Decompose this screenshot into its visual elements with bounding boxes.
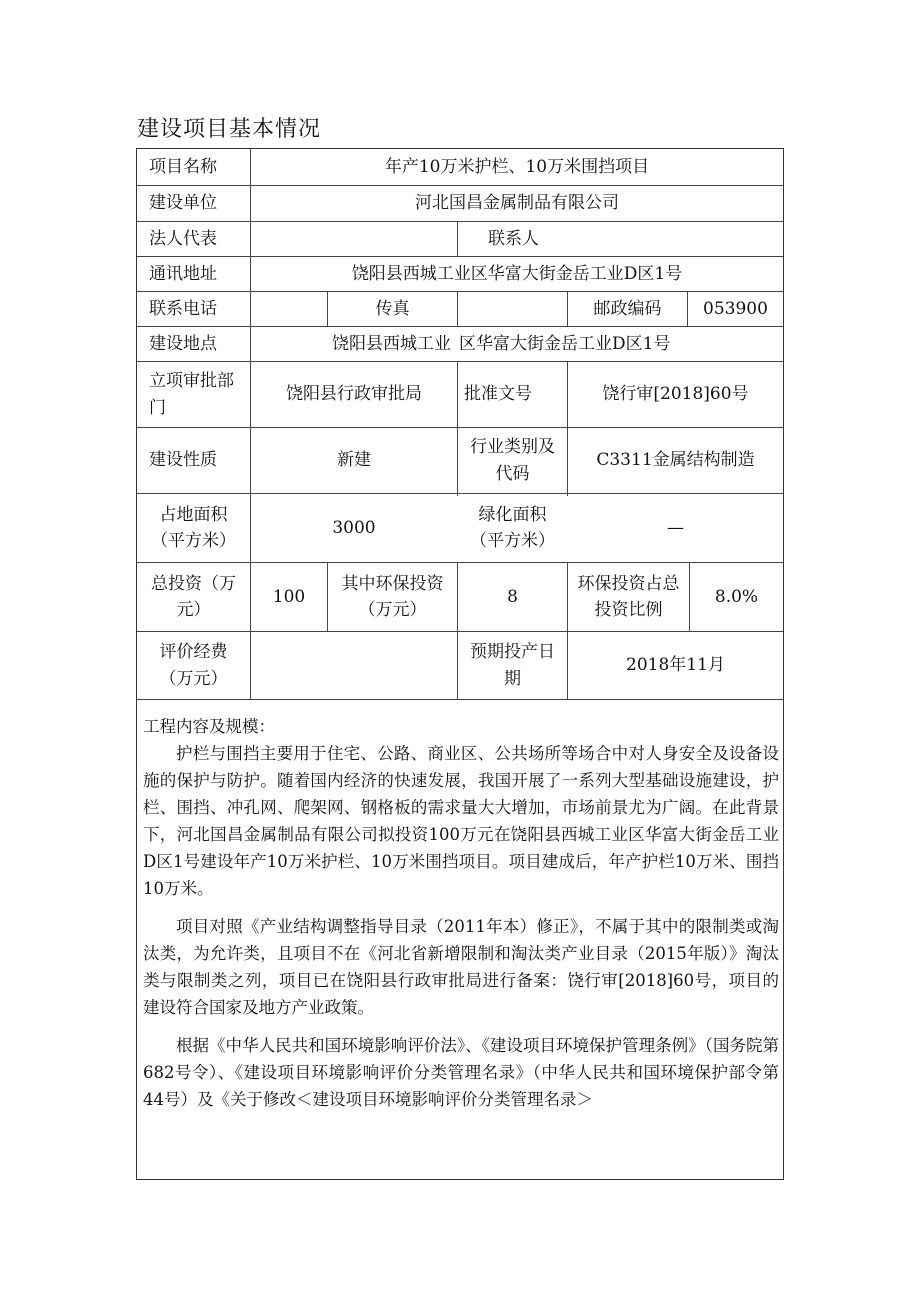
production-date-label-line1: 预期投产日 <box>470 642 555 663</box>
env-ratio-label <box>568 563 689 631</box>
project-info-table <box>136 148 784 1180</box>
page-title: 建设项目基本情况 <box>137 117 322 142</box>
production-date-value: 2018年11月 <box>626 655 725 676</box>
address-label: 通讯地址 <box>149 263 217 284</box>
green-area-value: — <box>667 517 684 538</box>
green-area-label-line1: 绿化面积 <box>478 504 547 525</box>
site-value-part-2: 区华富大街金岳工业D区1号 <box>459 333 671 354</box>
site-label: 建设地点 <box>149 333 217 354</box>
content-heading: 工程内容及规模： <box>143 717 275 736</box>
evaluation-fee-label-line2: （万元） <box>159 668 228 689</box>
project-content-section <box>137 713 783 1124</box>
industry-label-line1: 行业类别及 <box>470 437 555 458</box>
industry-label-line2: 代码 <box>495 463 530 484</box>
env-ratio-value: 8.0% <box>714 586 759 607</box>
green-area-label <box>458 494 567 562</box>
total-investment-value: 100 <box>272 586 306 607</box>
approval-dept-value: 饶阳县行政审批局 <box>286 384 422 405</box>
total-investment-label-line2: 元） <box>176 600 211 620</box>
land-area-label <box>137 494 250 562</box>
approval-dept-label-line1: 立项审批部 <box>149 371 234 392</box>
approval-dept-label <box>137 362 250 427</box>
fax-label: 传真 <box>375 298 410 319</box>
legal-rep-label: 法人代表 <box>149 228 217 249</box>
postal-code-value: 053900 <box>703 298 768 319</box>
nature-label: 建设性质 <box>149 450 217 471</box>
evaluation-fee-value <box>251 632 457 699</box>
land-area-label-line2: （平方米） <box>151 531 236 551</box>
unit-value: 河北国昌金属制品有限公司 <box>415 193 619 214</box>
content-paragraph: 项目对照《产业结构调整指导目录（2011年本）修正》，不属于其中的限制类或淘汰类，为允许类，且项目不在《河北省新增限制和淘汰类产业目录（2015年版）》淘汰类与限制类之列，项目已在饶阳县行政审批局进行备案：饶行审[2018]60号，项目的建设符合国家及地方产业政策。 <box>143 917 779 1017</box>
phone-label: 联系电话 <box>149 298 217 319</box>
env-investment-value: 8 <box>507 586 518 607</box>
project-name-label: 项目名称 <box>149 156 217 177</box>
land-area-value: 3000 <box>332 517 376 538</box>
approval-doc-value: 饶行审[2018]60号 <box>602 384 749 405</box>
nature-value: 新建 <box>337 450 371 471</box>
site-value <box>251 327 783 361</box>
site-value-part-1: 饶阳县西城工业 <box>332 333 451 354</box>
industry-value: C3311金属结构制造 <box>596 450 755 471</box>
address-value: 饶阳县西城工业区华富大街金岳工业D区1号 <box>351 263 683 284</box>
env-investment-label-line2: （万元） <box>358 600 427 620</box>
approval-doc-label: 批准文号 <box>464 384 532 405</box>
row-divider <box>137 699 783 700</box>
total-investment-label <box>137 563 250 631</box>
evaluation-fee-label <box>137 632 250 699</box>
land-area-label-line1: 占地面积 <box>159 504 228 525</box>
legal-rep-value <box>251 222 457 256</box>
env-investment-label <box>328 563 457 631</box>
production-date-label-line2: 期 <box>504 668 521 689</box>
env-ratio-label-line1: 环保投资占总 <box>577 573 680 594</box>
project-name-value: 年产10万米护栏、10万米围挡项目 <box>384 156 650 177</box>
env-investment-label-line1: 其中环保投资 <box>341 573 444 594</box>
unit-label: 建设单位 <box>149 193 217 214</box>
total-investment-label-line1: 总投资（万 <box>151 573 236 594</box>
approval-dept-label-line2: 门 <box>149 397 166 418</box>
col-divider <box>457 291 458 326</box>
production-date-label <box>458 632 567 699</box>
industry-label <box>458 428 567 493</box>
content-paragraph: 护栏与围挡主要用于住宅、公路、商业区、公共场所等场合中对人身安全及设备设施的保护与防护。随着国内经济的快速发展，我国开展了一系列大型基础设施建设，护栏、围挡、冲孔网、爬架网、钢格板的需求量大大增加，市场前景尤为广阔。在此背景下，河北国昌金属制品有限公司拟投资100万元在饶阳县西城工业区华富大街金岳工业D区1号建设年产10万米护栏、10万米围挡项目。项目建成后，年产护栏10万米、围挡10万米。 <box>143 744 779 898</box>
contact-label: 联系人 <box>488 228 539 249</box>
evaluation-fee-label-line1: 评价经费 <box>159 642 228 663</box>
env-ratio-label-line2: 投资比例 <box>594 600 663 620</box>
green-area-label-line2: （平方米） <box>470 531 555 551</box>
content-paragraph: 根据《中华人民共和国环境影响评价法》、《建设项目环境保护管理条例》（国务院第682号令）、《建设项目环境影响评价分类管理名录》（中华人民共和国环境保护部令第44号）及《关于修改＜建设项目环境影响评价分类管理名录＞ <box>143 1036 779 1109</box>
postal-code-label: 邮政编码 <box>593 298 662 319</box>
